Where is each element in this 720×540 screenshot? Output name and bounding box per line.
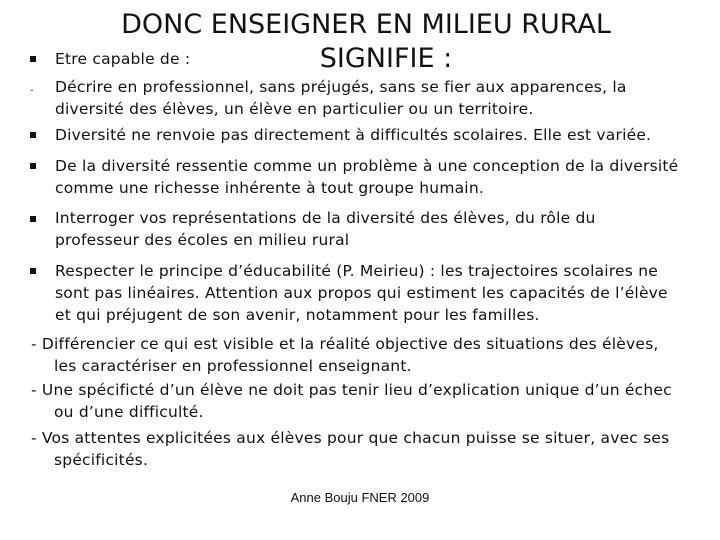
dash-item-line: spécificités. — [54, 451, 149, 469]
dash-item-line: les caractériser en professionnel enseignant. — [54, 357, 412, 375]
list-item-line: comme une richesse inhérente à tout groupe humain. — [55, 179, 484, 197]
square-bullet-icon — [30, 268, 36, 274]
square-bullet-icon — [30, 163, 36, 169]
list-item-line: sont pas linéaires. Attention aux propos qui estiment les capacités de l’élève — [55, 284, 668, 302]
list-item-line: Diversité ne renvoie pas directement à difficultés scolaires. Elle est variée. — [55, 126, 652, 144]
list-item-line: professeur des écoles en milieu rural — [55, 231, 350, 249]
dash-bullet-icon: - — [30, 85, 34, 96]
intro-line: Etre capable de : — [55, 50, 191, 68]
dash-item-line: - Une spécificté d’un élève ne doit pas tenir lieu d’explication unique d’un échec — [31, 381, 672, 399]
dash-item-line: - Différencier ce qui est visible et la réalité objective des situations des élèves, — [31, 335, 659, 353]
list-item-line: Interroger vos représentations de la diversité des élèves, du rôle du — [55, 209, 596, 227]
list-item-line: De la diversité ressentie comme un problème à une conception de la diversité — [55, 157, 679, 175]
list-item — [55, 76, 627, 120]
square-bullet-icon — [30, 56, 36, 62]
list-item-line: Respecter le principe d’éducabilité (P. Meirieu) : les trajectoires scolaires ne — [55, 262, 658, 280]
dash-item-line: - Vos attentes explicitées aux élèves pour que chacun puisse se situer, avec ses — [31, 429, 670, 447]
list-item — [55, 207, 596, 251]
square-bullet-icon — [30, 132, 36, 138]
dash-list-item — [31, 427, 669, 471]
list-item-line: Décrire en professionnel, sans préjugés, sans se fier aux apparences, la — [55, 78, 627, 96]
slide-footer: Anne Bouju FNER 2009 — [290, 490, 430, 505]
intro-text — [55, 48, 190, 70]
list-item — [55, 260, 668, 326]
list-item-line: et qui préjugent de son avenir, notamment pour les familles. — [55, 306, 540, 324]
slide-title-line-2: SIGNIFIE : — [319, 43, 453, 74]
list-item — [55, 124, 651, 146]
list-item — [55, 155, 678, 199]
dash-list-item — [31, 333, 659, 377]
list-item-line: diversité des élèves, un élève en particulier ou un territoire. — [55, 100, 534, 118]
slide-title-line-1: DONC ENSEIGNER EN MILIEU RURAL — [121, 9, 611, 40]
dash-item-line: ou d’une difficulté. — [54, 403, 204, 421]
square-bullet-icon — [30, 216, 36, 222]
dash-list-item — [31, 379, 672, 423]
